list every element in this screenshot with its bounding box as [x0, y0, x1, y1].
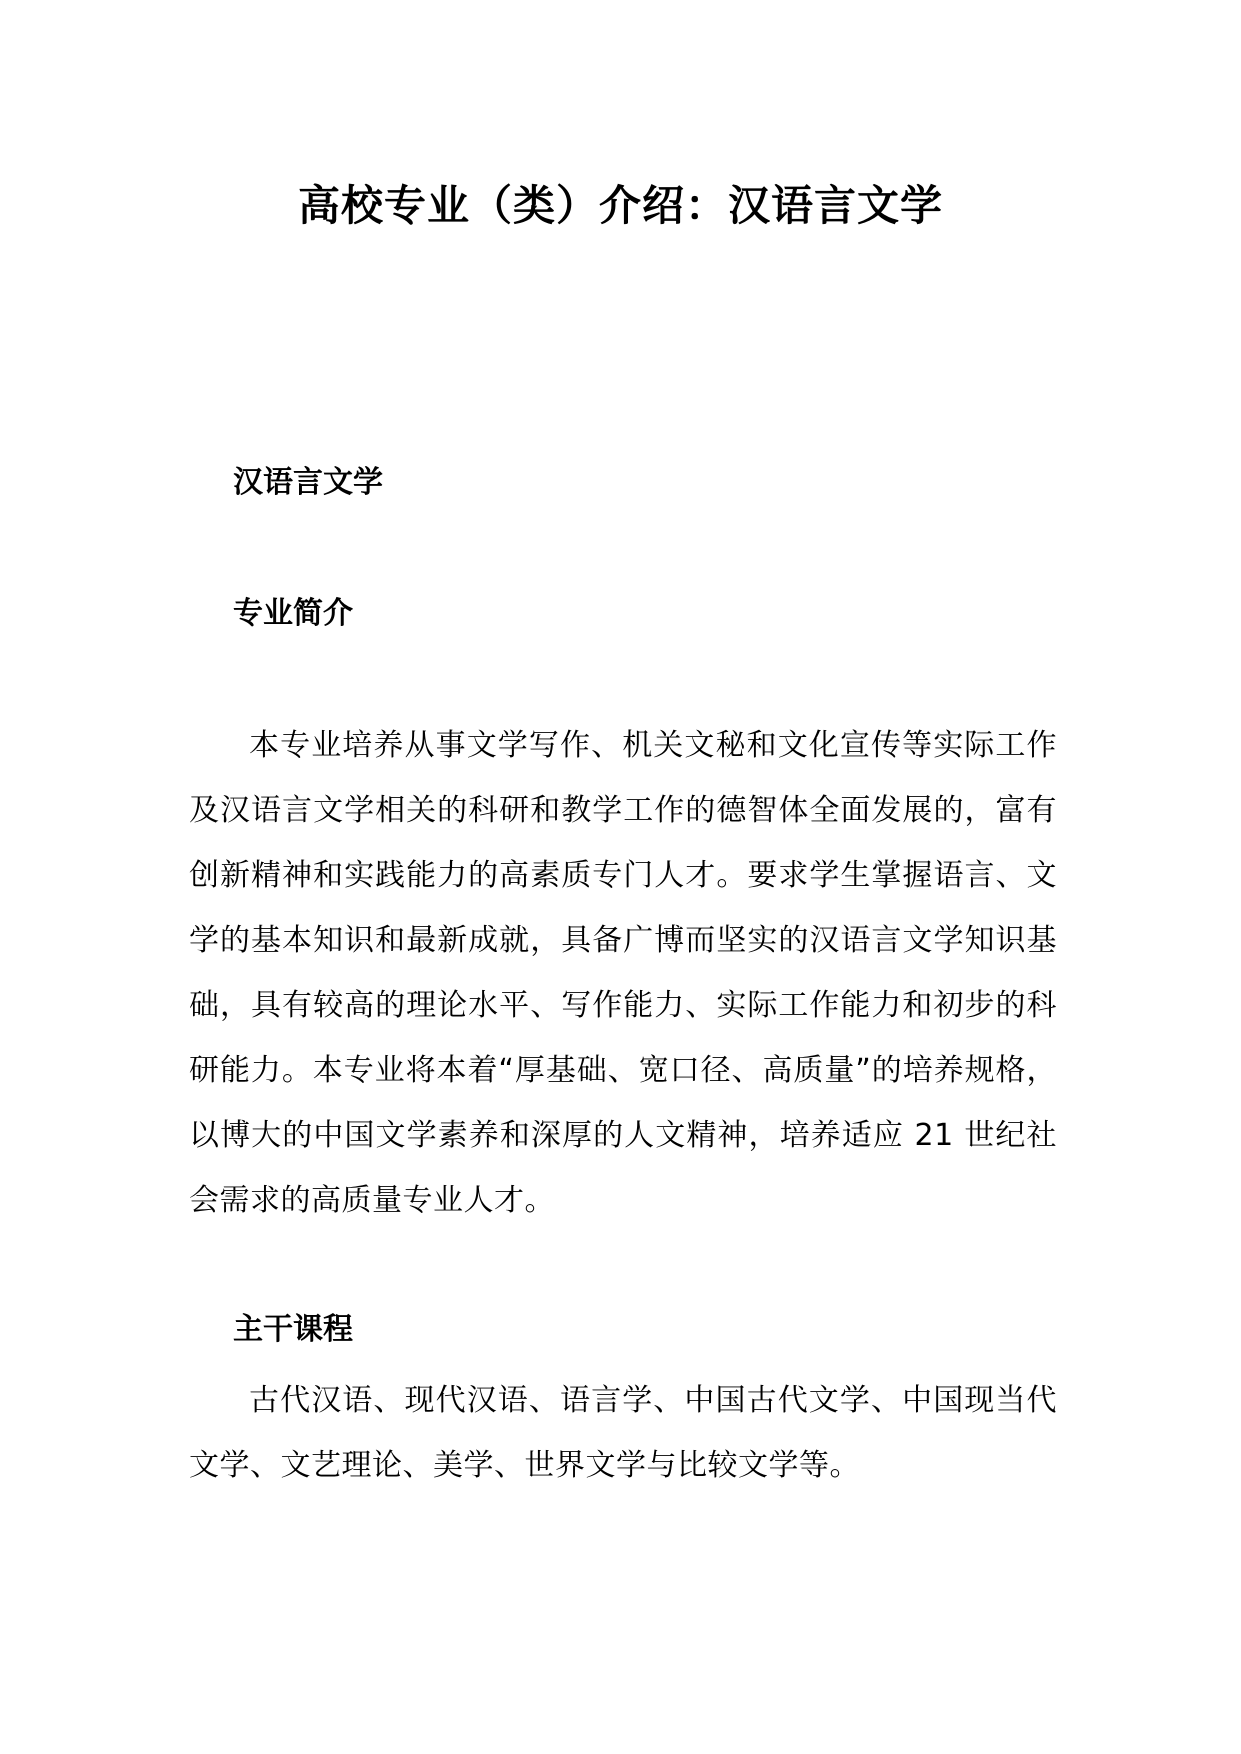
- intro-paragraph: 本专业培养从事文学写作、机关文秘和文化宣传等实际工作及汉语言文学相关的科研和教学工作的德智体全面发展的，富有创新精神和实践能力的高素质专门人才。要求学生掌握语言、文学的基本知识和最新成就，具备广博而坚实的汉语言文学知识基础，具有较高的理论水平、写作能力、实际工作能力和初步的科研能力。本专业将本着“厚基础、宽口径、高质量”的培养规格，以博大的中国文学素养和深厚的人文精神，培养适应 21 世纪社会需求的高质量专业人才。: [189, 728, 1057, 1218]
- major-heading: 汉语言文学: [233, 465, 383, 500]
- intro-heading: 专业简介: [233, 596, 353, 631]
- courses-heading: 主干课程: [233, 1312, 353, 1347]
- page-title: 高校专业（类）介绍：汉语言文学: [297, 181, 943, 230]
- courses-paragraph: 古代汉语、现代汉语、语言学、中国古代文学、中国现当代文学、文艺理论、美学、世界文学与比较文学等。: [189, 1383, 1057, 1483]
